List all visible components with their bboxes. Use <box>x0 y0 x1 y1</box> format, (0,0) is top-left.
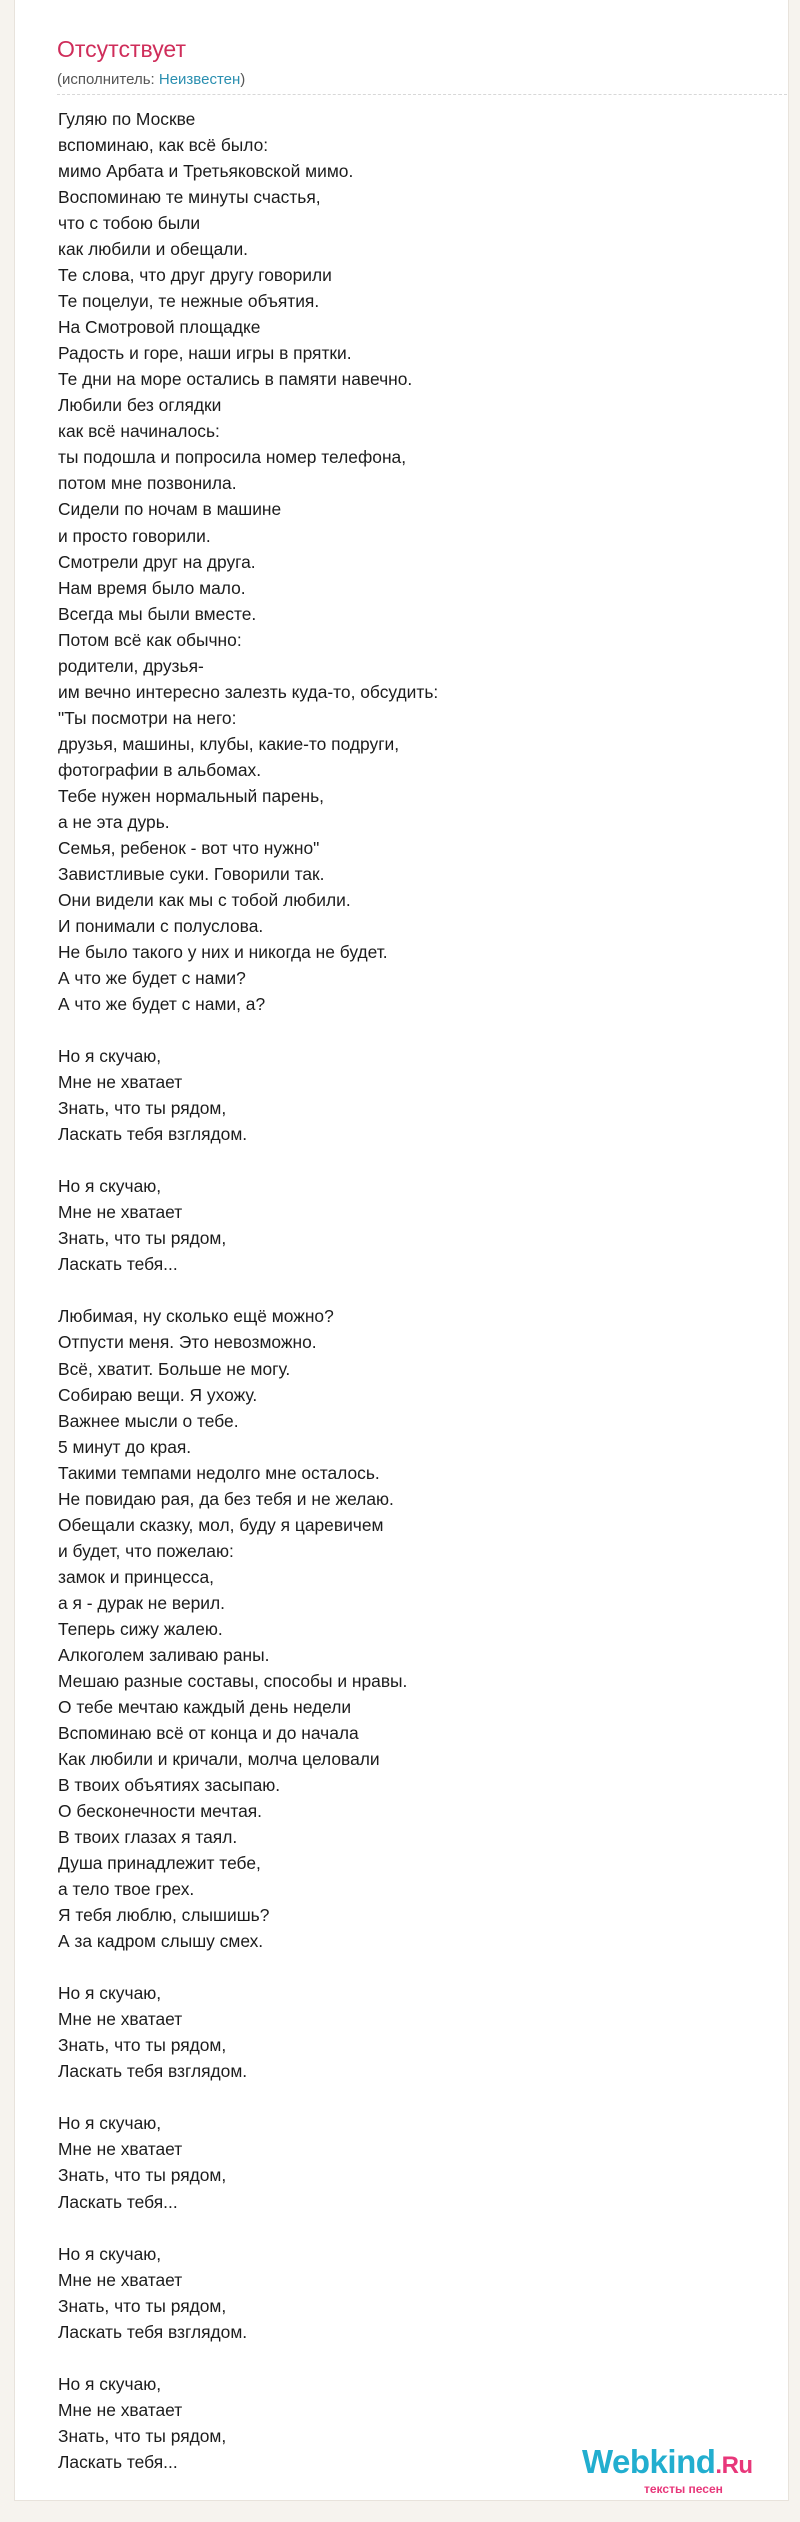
lyric-line: Обещали сказку, мол, буду я царевичем <box>58 1514 384 1535</box>
lyric-line: О тебе мечтаю каждый день недели <box>58 1696 352 1717</box>
lyrics-stanza <box>58 1173 758 1277</box>
lyric-line: а не эта дурь. <box>58 811 170 832</box>
lyric-line: Мне не хватает <box>58 2399 183 2420</box>
lyric-line: Воспоминаю те минуты счастья, <box>58 187 321 208</box>
lyric-line: друзья, машины, клубы, какие-то подруги, <box>58 733 400 754</box>
lyric-line: Радость и горе, наши игры в прятки. <box>58 343 352 364</box>
lyric-line: Знать, что ты рядом, <box>58 2165 227 2186</box>
logo-wordmark <box>582 2445 753 2478</box>
lyric-line: Мне не хватает <box>58 1202 183 1223</box>
lyric-line: а тело твое грех. <box>58 1879 195 1900</box>
lyric-line: Мешаю разные составы, способы и нравы. <box>58 1670 408 1691</box>
lyric-line: Но я скучаю, <box>58 1176 162 1197</box>
lyric-line: Потом всё как обычно: <box>58 629 242 650</box>
lyric-line: Завистливые суки. Говорили так. <box>58 863 325 884</box>
lyric-line: А за кадром слышу смех. <box>58 1931 264 1952</box>
lyric-line: Тебе нужен нормальный парень, <box>58 785 324 806</box>
logo-tld: .Ru <box>715 2452 753 2479</box>
lyric-line: родители, друзья- <box>58 655 204 676</box>
artist-link[interactable]: Неизвестен <box>158 71 241 88</box>
lyric-line: Те дни на море остались в памяти навечно. <box>58 369 413 390</box>
lyric-line: Ласкать тебя... <box>58 1254 178 1275</box>
lyric-line: Знать, что ты рядом, <box>58 2035 227 2056</box>
lyric-line: О бесконечности мечтая. <box>58 1801 263 1822</box>
lyric-line: Важнее мысли о тебе. <box>58 1410 239 1431</box>
lyric-line: а я - дурак не верил. <box>58 1592 225 1613</box>
logo-tagline: тексты песен <box>644 2482 723 2496</box>
lyric-line: фотографии в альбомах. <box>58 759 262 780</box>
lyric-line: что с тобою были <box>58 213 201 234</box>
lyric-line: ты подошла и попросила номер телефона, <box>58 447 407 468</box>
lyric-line: Не повидаю рая, да без тебя и не желаю. <box>58 1488 394 1509</box>
lyric-line: Знать, что ты рядом, <box>58 1228 227 1249</box>
lyric-line: Собираю вещи. Я ухожу. <box>58 1384 258 1405</box>
lyric-line: Те слова, что друг другу говорили <box>58 265 332 286</box>
lyric-line: И понимали с полуслова. <box>58 915 264 936</box>
lyric-line: Те поцелуи, те нежные объятия. <box>58 291 320 312</box>
lyric-line: А что же будет с нами, а? <box>58 994 266 1015</box>
song-title: Отсутствует <box>57 36 186 62</box>
lyric-line: Но я скучаю, <box>58 1983 162 2004</box>
lyric-line: Знать, что ты рядом, <box>58 2295 227 2316</box>
lyric-line: Ласкать тебя взглядом. <box>58 2321 248 2342</box>
lyric-line: Ласкать тебя взглядом. <box>58 1124 248 1145</box>
lyric-line: Семья, ребенок - вот что нужно" <box>58 837 320 858</box>
lyric-line: Смотрели друг на друга. <box>58 551 256 572</box>
lyric-line: им вечно интересно залезть куда-то, обсудить: <box>58 681 439 702</box>
lyric-line: вспоминаю, как всё было: <box>58 135 269 156</box>
lyric-line: Любили без оглядки <box>58 395 222 416</box>
lyric-line: Мне не хватает <box>58 1072 183 1093</box>
lyric-line: На Смотровой площадке <box>58 317 261 338</box>
lyric-line: Знать, что ты рядом, <box>58 1098 227 1119</box>
artist-prefix: (исполнитель: <box>57 71 159 88</box>
lyrics-card <box>14 0 789 2501</box>
lyric-line: Но я скучаю, <box>58 1046 162 1067</box>
lyric-line: Мне не хватает <box>58 2009 183 2030</box>
lyric-line: Такими темпами недолго мне осталось. <box>58 1462 380 1483</box>
lyric-line: Знать, что ты рядом, <box>58 2425 227 2446</box>
lyric-line: Но я скучаю, <box>58 2113 162 2134</box>
artist-line <box>57 72 245 87</box>
lyric-line: Нам время было мало. <box>58 577 246 598</box>
lyric-line: Алкоголем заливаю раны. <box>58 1644 270 1665</box>
lyric-line: Они видели как мы с тобой любили. <box>58 889 351 910</box>
lyric-line: Но я скучаю, <box>58 2373 162 2394</box>
lyric-line: Я тебя люблю, слышишь? <box>58 1905 270 1926</box>
logo-name: Webkind <box>582 2443 716 2480</box>
lyric-line: Не было такого у них и никогда не будет. <box>58 942 388 962</box>
lyric-line: Любимая, ну сколько ещё можно? <box>58 1306 334 1327</box>
lyric-line: В твоих глазах я таял. <box>58 1827 238 1848</box>
lyric-line: Сидели по ночам в машине <box>58 499 282 520</box>
lyric-line: потом мне позвонила. <box>58 473 237 494</box>
lyric-line: 5 минут до края. <box>58 1436 192 1457</box>
lyric-line: как всё начиналось: <box>58 421 220 442</box>
lyric-line: Мне не хватает <box>58 2139 183 2160</box>
lyrics-stanza <box>58 1303 758 1954</box>
lyric-line: В твоих объятиях засыпаю. <box>58 1775 281 1795</box>
title-divider <box>57 94 787 95</box>
lyric-line: и просто говорили. <box>58 525 211 546</box>
lyrics-stanza <box>58 1980 758 2084</box>
lyrics-stanza <box>58 2110 758 2214</box>
lyric-line: и будет, что пожелаю: <box>58 1540 234 1561</box>
artist-suffix: ) <box>240 71 246 88</box>
lyric-line: Но я скучаю, <box>58 2243 162 2264</box>
lyric-line: Всё, хватит. Больше не могу. <box>58 1358 291 1379</box>
lyric-line: Вспоминаю всё от конца и до начала <box>58 1722 359 1743</box>
lyric-line: А что же будет с нами? <box>58 968 246 989</box>
lyric-line: как любили и обещали. <box>58 239 248 260</box>
lyric-line: Ласкать тебя взглядом. <box>58 2061 248 2082</box>
lyric-line: Ласкать тебя... <box>58 2191 178 2212</box>
lyrics-stanza <box>58 106 758 1017</box>
lyric-line: Ласкать тебя... <box>58 2451 178 2472</box>
lyric-line: "Ты посмотри на него: <box>58 707 237 728</box>
lyric-line: Теперь сижу жалею. <box>58 1618 223 1639</box>
lyric-line: Отпусти меня. Это невозможно. <box>58 1332 317 1353</box>
lyrics-stanza <box>58 1043 758 1147</box>
lyric-line: мимо Арбата и Третьяковской мимо. <box>58 161 354 182</box>
lyric-line: Гуляю по Москве <box>58 109 196 129</box>
lyrics-text <box>58 106 758 2475</box>
lyrics-stanza <box>58 2241 758 2345</box>
webkind-logo[interactable] <box>582 2445 782 2505</box>
lyric-line: Как любили и кричали, молча целовали <box>58 1748 380 1769</box>
lyric-line: Мне не хватает <box>58 2269 183 2290</box>
lyric-line: Душа принадлежит тебе, <box>58 1853 261 1874</box>
lyric-line: Всегда мы были вместе. <box>58 603 257 624</box>
lyric-line: замок и принцесса, <box>58 1566 214 1587</box>
